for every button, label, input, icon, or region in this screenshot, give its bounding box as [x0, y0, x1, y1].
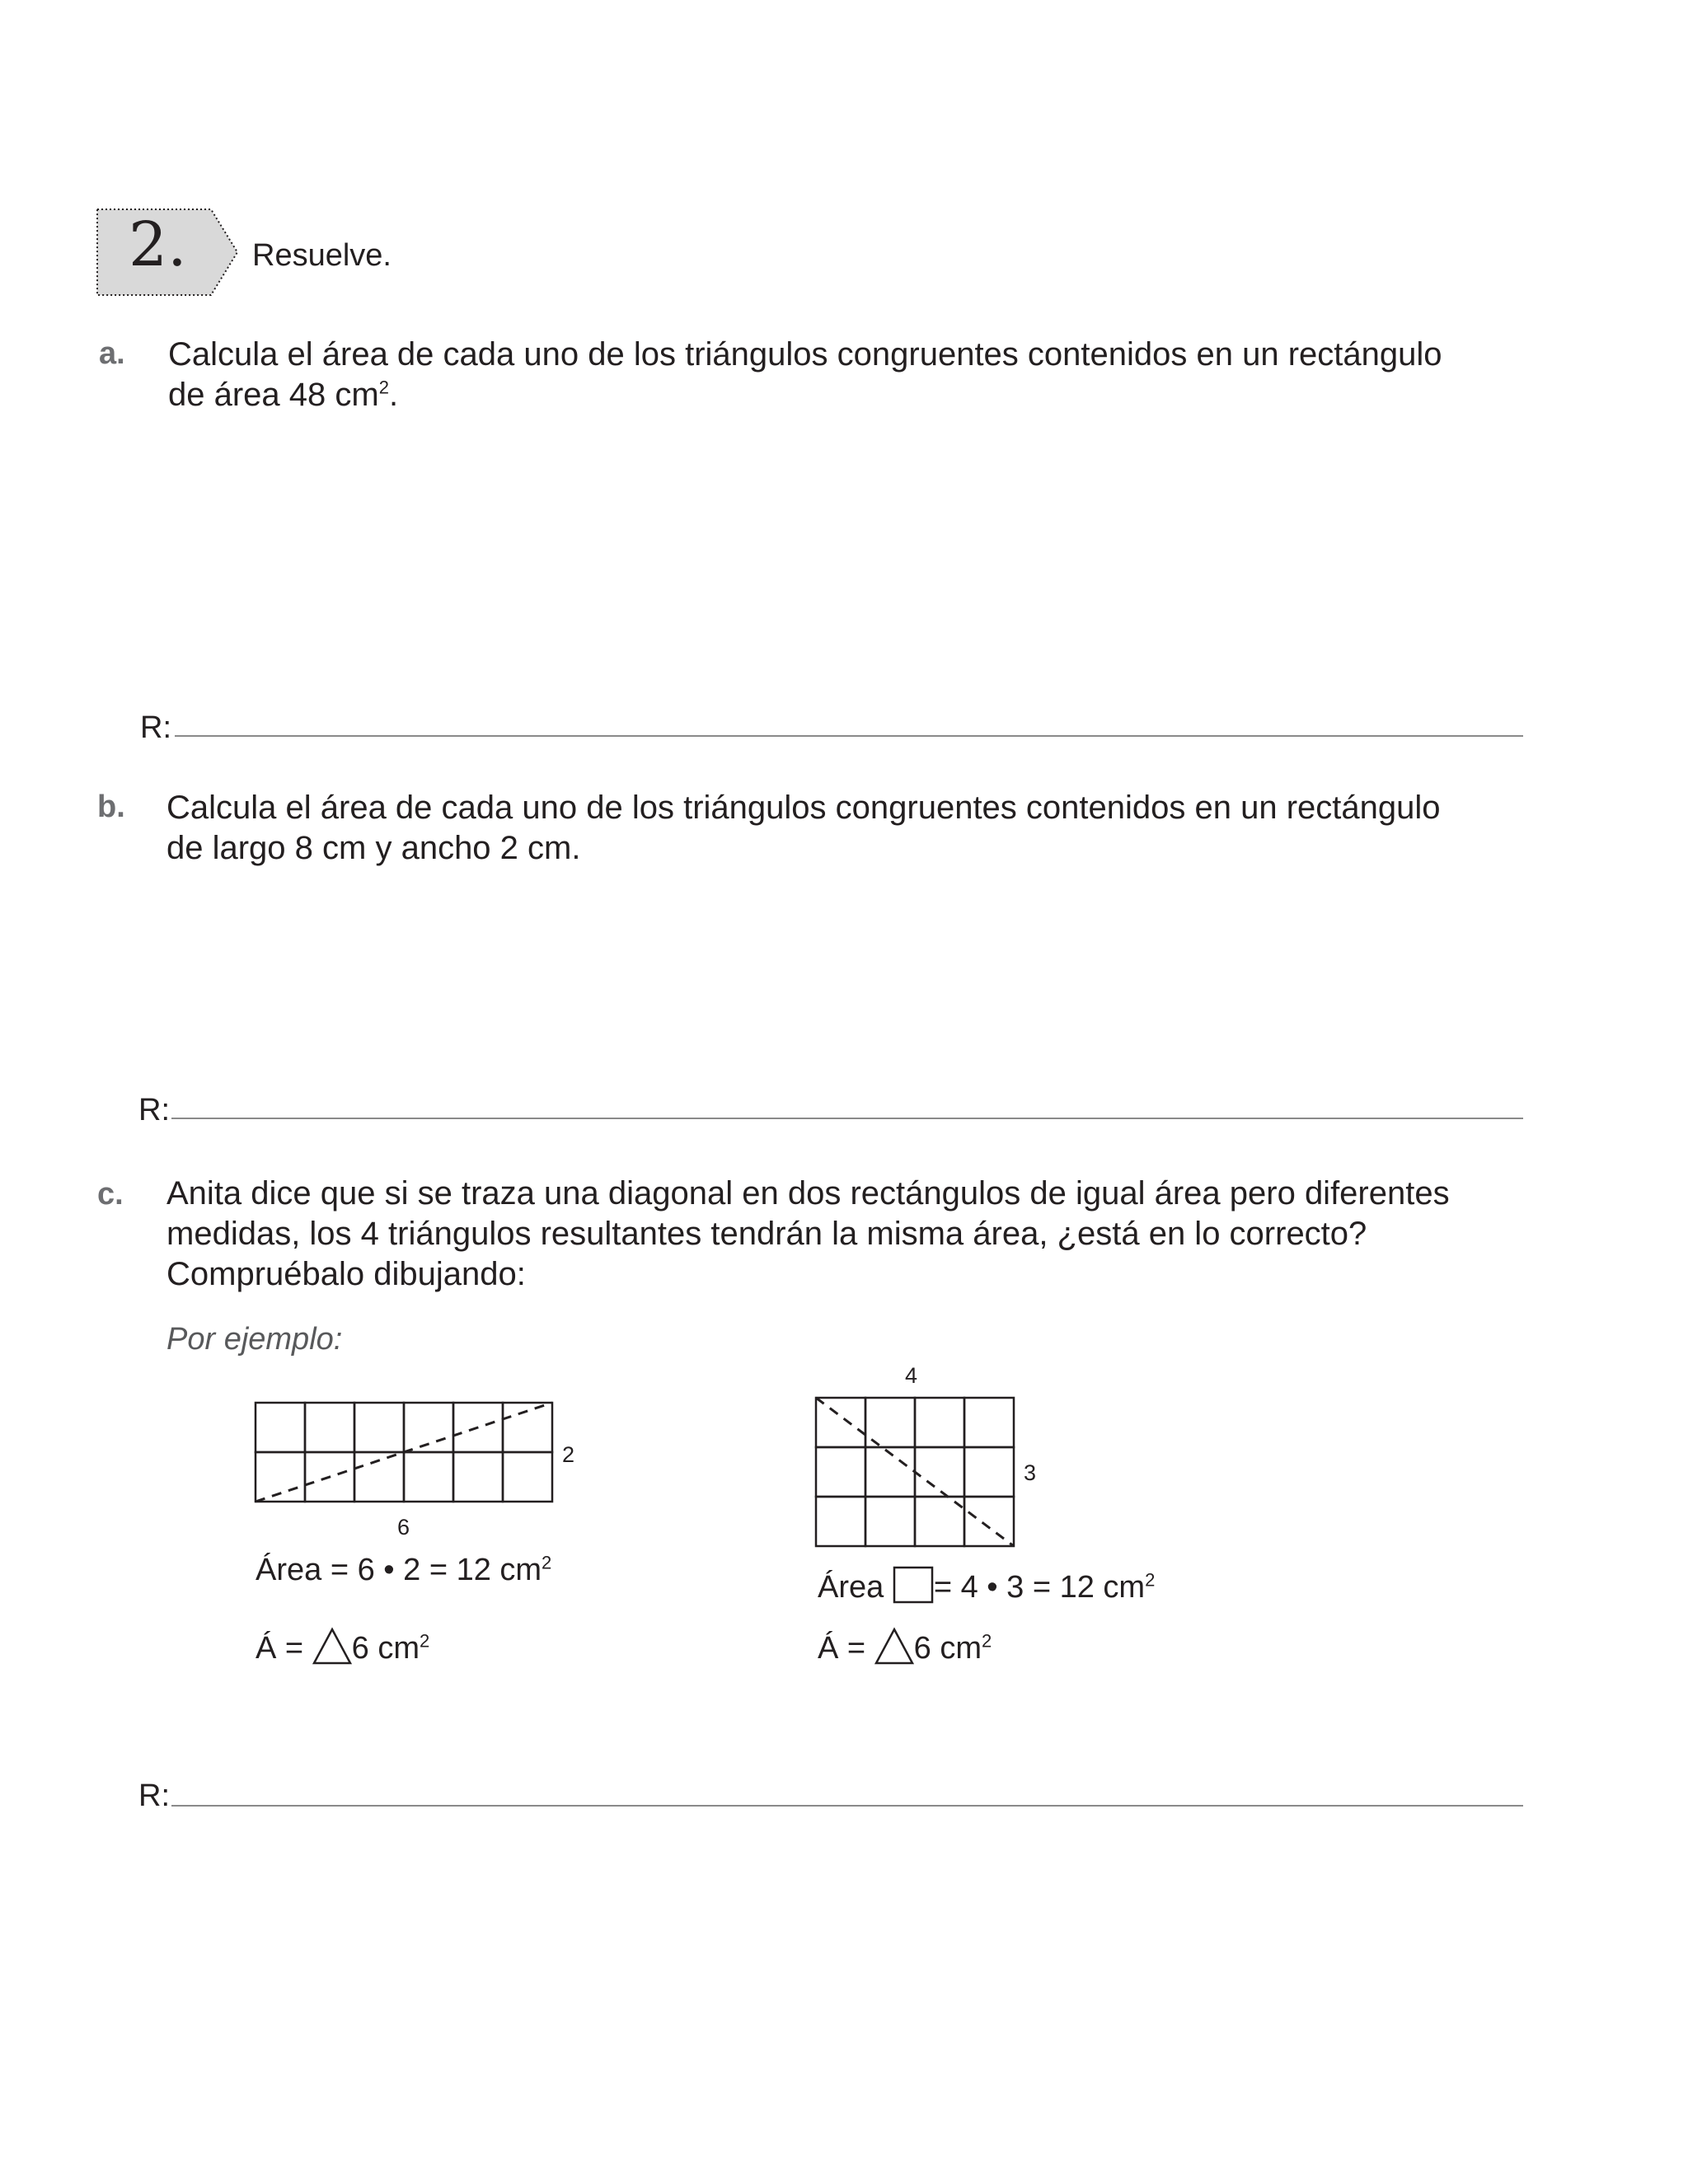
right-grid-cell-0-0: [816, 1398, 865, 1447]
right-grid-figure: [808, 1352, 1071, 1566]
item-c-answer-label: R:: [138, 1779, 170, 1813]
exercise-instruction: Resuelve.: [252, 238, 392, 273]
right-grid-cell-0-2: [915, 1398, 964, 1447]
left-grid-cell-0-1: [305, 1403, 354, 1452]
right-area-sup: 2: [1145, 1569, 1156, 1591]
exercise-number-badge: [96, 208, 241, 297]
item-a-superscript: 2: [378, 377, 389, 398]
item-b-line-2: de largo 8 cm y ancho 2 cm.: [166, 830, 581, 866]
left-grid-cell-0-2: [354, 1403, 404, 1452]
left-grid-cell-0-0: [256, 1403, 305, 1452]
left-height-label: 2: [562, 1442, 575, 1467]
item-a-line-1: Calcula el área de cada uno de los triángulos congruentes contenidos en un rectángulo: [168, 336, 1442, 373]
left-grid-cell-0-5: [503, 1403, 552, 1452]
left-grid-cell-1-4: [453, 1452, 503, 1502]
right-grid-cell-2-3: [964, 1497, 1014, 1546]
right-grid-cell-2-1: [865, 1497, 915, 1546]
item-b-letter: b.: [97, 790, 125, 824]
right-area-word: Área: [818, 1570, 884, 1605]
item-a-letter: a.: [99, 336, 125, 371]
item-a-answer-line[interactable]: [175, 735, 1523, 737]
right-grid-cell-1-3: [964, 1447, 1014, 1497]
item-b-answer-label: R:: [138, 1093, 170, 1127]
item-c-line-2: medidas, los 4 triángulos resultantes tendrán la misma área, ¿está en lo correcto?: [166, 1216, 1367, 1252]
item-c-answer-line[interactable]: [171, 1805, 1523, 1807]
right-grid-cell-0-3: [964, 1398, 1014, 1447]
left-grid-figure: [247, 1393, 593, 1566]
left-grid-cell-1-3: [404, 1452, 453, 1502]
left-area-formula-text: Área = 6 • 2 = 12 cm: [256, 1553, 542, 1587]
square-icon: [893, 1566, 934, 1604]
left-triangle-prefix: Á =: [256, 1631, 304, 1666]
left-area-sup: 2: [542, 1552, 552, 1573]
left-width-label: 6: [397, 1515, 410, 1540]
exercise-number: 2.: [129, 209, 187, 280]
left-area-formula: [256, 1553, 551, 1588]
right-area-formula-text: = 4 • 3 = 12 cm: [933, 1570, 1146, 1605]
right-triangle-value: 6 cm: [913, 1631, 982, 1666]
left-triangle-formula: [256, 1627, 429, 1666]
item-b-answer-line[interactable]: [171, 1118, 1523, 1119]
right-grid-cell-1-2: [915, 1447, 964, 1497]
item-a-line-2-text: de área 48 cm: [168, 377, 379, 413]
right-grid-cell-1-0: [816, 1447, 865, 1497]
item-c-letter: c.: [97, 1177, 124, 1212]
triangle-icon: [874, 1627, 914, 1665]
left-triangle-value: 6 cm: [351, 1631, 420, 1666]
right-triangle-formula: [818, 1627, 992, 1666]
right-area-formula: [818, 1566, 1155, 1605]
item-a-line-2-end: .: [388, 377, 399, 413]
item-b-line-1: Calcula el área de cada uno de los triángulos congruentes contenidos en un rectángulo: [166, 790, 1441, 826]
item-a-answer-label: R:: [140, 710, 171, 745]
item-c-line-1: Anita dice que si se traza una diagonal en dos rectángulos de igual área pero diferentes: [166, 1175, 1450, 1212]
example-label: Por ejemplo:: [166, 1322, 343, 1357]
item-c-text: [166, 1174, 1601, 1295]
item-a-text: [168, 335, 1602, 415]
left-grid-cell-1-5: [503, 1452, 552, 1502]
right-grid-cell-2-0: [816, 1497, 865, 1546]
item-b-text: [166, 788, 1601, 869]
right-width-label: 4: [905, 1363, 918, 1388]
triangle-icon: [312, 1627, 352, 1665]
right-triangle-prefix: Á =: [818, 1631, 866, 1666]
item-a-line-2: [168, 375, 1602, 415]
left-triangle-sup: 2: [420, 1630, 430, 1652]
right-triangle-sup: 2: [982, 1630, 992, 1652]
item-c-line-3: Compruébalo dibujando:: [166, 1256, 526, 1292]
right-height-label: 3: [1024, 1460, 1037, 1485]
